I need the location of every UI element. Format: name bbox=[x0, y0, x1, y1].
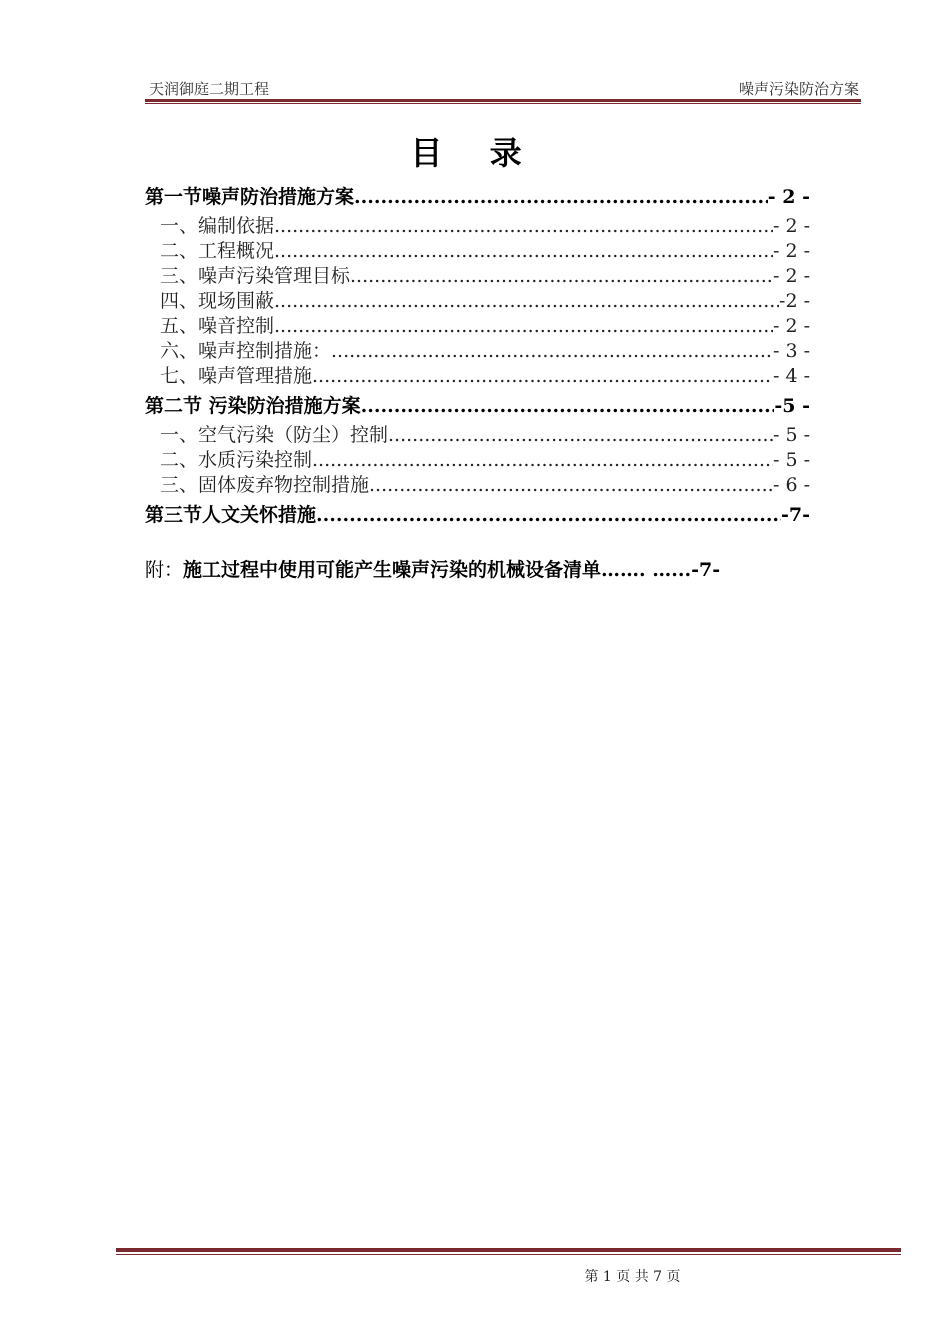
toc-entry-label: 五、噪音控制 bbox=[160, 315, 275, 337]
toc-item-water-pollution[interactable] bbox=[145, 448, 810, 473]
toc-leader-dots bbox=[331, 339, 773, 364]
toc-entry-page: - 5 - bbox=[772, 424, 810, 446]
toc-item-noise-targets[interactable] bbox=[145, 264, 810, 289]
toc-item-noise-management[interactable] bbox=[145, 364, 810, 389]
toc-entry-label: 四、现场围蔽 bbox=[160, 290, 275, 312]
toc-entry-label: 第三节人文关怀措施 bbox=[145, 504, 317, 526]
appendix-text: 施工过程中使用可能产生噪声污染的机械设备清单……. …...-7- bbox=[183, 559, 721, 581]
toc-entry-page: - 2 - bbox=[772, 265, 810, 287]
toc-entry-page: -2 - bbox=[779, 290, 810, 312]
toc-entry-label: 三、噪声污染管理目标 bbox=[160, 265, 351, 287]
toc-item-air-pollution[interactable] bbox=[145, 423, 810, 448]
toc-item-project-overview[interactable] bbox=[145, 239, 810, 264]
toc-title: 目 录 bbox=[410, 134, 540, 172]
toc-entry-label: 第二节 污染防治措施方案 bbox=[145, 395, 361, 417]
toc-section-3[interactable] bbox=[145, 498, 810, 532]
toc-entry-page: -7- bbox=[781, 504, 810, 526]
toc-leader-dots bbox=[274, 314, 773, 339]
toc-leader-dots bbox=[354, 180, 768, 214]
toc-leader-dots bbox=[274, 214, 773, 239]
toc-item-noise-control[interactable] bbox=[145, 314, 810, 339]
toc-leader-dots bbox=[312, 448, 773, 473]
header-rule bbox=[145, 99, 861, 102]
toc-entry-page: - 6 - bbox=[772, 474, 810, 496]
appendix-prefix: 附： bbox=[145, 559, 184, 581]
toc-entry-label: 第一节噪声防治措施方案 bbox=[145, 186, 355, 208]
toc-entry-label: 二、工程概况 bbox=[160, 240, 275, 262]
toc-entry-page: - 5 - bbox=[772, 449, 810, 471]
toc-entry-label: 一、空气污染（防尘）控制 bbox=[160, 424, 389, 446]
toc-entry-page: -5 - bbox=[774, 395, 810, 417]
toc-appendix[interactable] bbox=[145, 555, 720, 582]
toc-item-noise-control-measures[interactable] bbox=[145, 339, 810, 364]
toc-leader-dots bbox=[361, 389, 775, 423]
toc-item-solid-waste[interactable] bbox=[145, 473, 810, 498]
page-header bbox=[145, 78, 861, 100]
toc-leader-dots bbox=[274, 289, 779, 314]
toc-entry-label: 七、噪声管理措施 bbox=[160, 365, 313, 387]
toc-entry-label: 三、固体废弃物控制措施 bbox=[160, 474, 370, 496]
header-project-name: 天润御庭二期工程 bbox=[149, 80, 270, 98]
toc-section-2[interactable] bbox=[145, 389, 810, 423]
toc-item-compilation-basis[interactable] bbox=[145, 214, 810, 239]
toc-entry-label: 一、编制依据 bbox=[160, 215, 275, 237]
table-of-contents bbox=[145, 180, 810, 532]
footer-rule-thin bbox=[116, 1254, 901, 1255]
toc-entry-page: - 2 - bbox=[772, 215, 810, 237]
toc-entry-page: - 2 - bbox=[767, 186, 810, 208]
toc-leader-dots bbox=[388, 423, 773, 448]
footer-rule bbox=[116, 1248, 901, 1252]
toc-entry-page: - 4 - bbox=[772, 365, 810, 387]
toc-leader-dots bbox=[312, 364, 773, 389]
toc-entry-label: 二、水质污染控制 bbox=[160, 449, 313, 471]
toc-leader-dots bbox=[369, 473, 773, 498]
toc-leader-dots bbox=[274, 239, 773, 264]
toc-entry-label: 六、噪声控制措施： bbox=[160, 340, 332, 362]
header-rule-thin bbox=[145, 103, 861, 104]
toc-entry-page: - 2 - bbox=[772, 240, 810, 262]
toc-entry-page: - 2 - bbox=[772, 315, 810, 337]
toc-leader-dots bbox=[316, 498, 781, 532]
toc-item-site-enclosure[interactable] bbox=[145, 289, 810, 314]
page-footer bbox=[0, 1266, 950, 1286]
page-number: 第 1 页 共 7 页 bbox=[584, 1269, 681, 1285]
toc-section-1[interactable] bbox=[145, 180, 810, 214]
header-document-title: 噪声污染防治方案 bbox=[738, 80, 859, 98]
toc-entry-page: - 3 - bbox=[772, 340, 810, 362]
toc-leader-dots bbox=[350, 264, 773, 289]
